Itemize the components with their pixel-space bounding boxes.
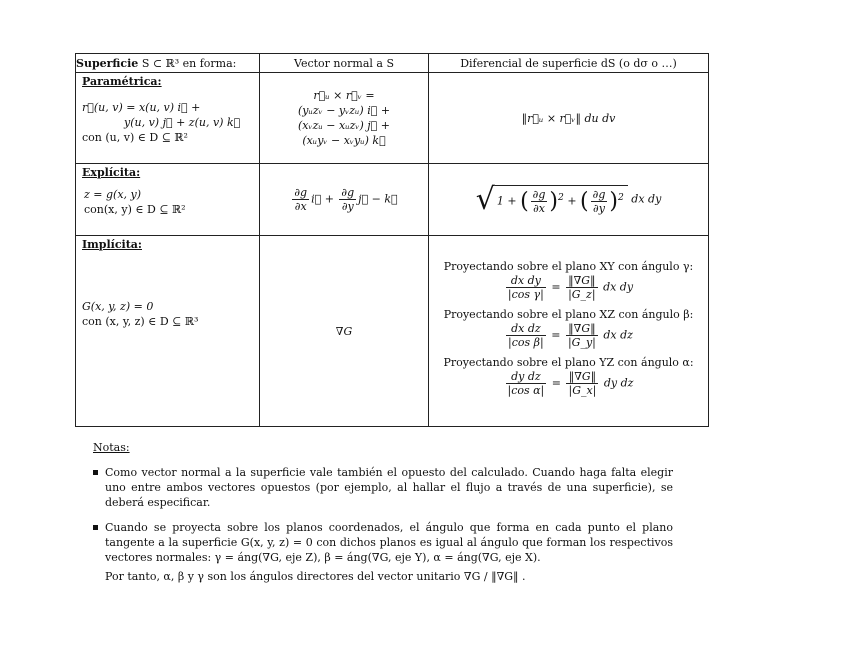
gradient-normal: ∇G — [335, 324, 353, 338]
sqrt-sign: √ — [475, 182, 495, 217]
explicita-definition — [76, 164, 260, 236]
param-normal-line-4: (xᵤyᵥ − xᵥyᵤ) k⃗ — [302, 134, 386, 147]
frac-dg-dx: $\frac{\partial g}{\partial x}$ — [294, 186, 308, 213]
param-differential-text: ‖r⃗ᵤ × r⃗ᵥ‖ du dv — [521, 111, 616, 125]
implicita-differential — [429, 236, 709, 427]
note-item: Como vector normal a la superficie vale también el opuesto del calculado. Cuando haga falta elegir uno entre ambos vectores opuestos (por ejemplo, al hallar el flujo a través de una superficie), se deberá especificar. — [93, 465, 673, 510]
param-eq-2: y(u, v) j⃗ + z(u, v) k⃗ — [124, 116, 241, 129]
projection-item — [429, 307, 708, 349]
explicita-differential: √ 1 + ( $\frac{\partial g}{\partial x}$ )$^2$ + ( $\frac{\partial g}{\partial y}$ )$^2$ dx dy — [429, 164, 709, 236]
implicit-eq: G(x, y, z) = 0 — [82, 300, 154, 313]
parametrica-definition — [76, 73, 260, 164]
projection-item — [429, 259, 708, 301]
implicita-definition — [76, 236, 260, 427]
parametrica-differential — [429, 73, 709, 164]
row-label-explicita: Explícita: — [82, 166, 141, 179]
explicit-eq: z = g(x, y) — [84, 188, 142, 201]
row-explicita — [76, 164, 709, 236]
implicita-normal — [260, 236, 429, 427]
header-col-normal: Vector normal a S — [260, 54, 429, 73]
surface-table — [75, 53, 709, 427]
table-header-row — [76, 54, 709, 73]
projection-formula: $\frac{\text{dx dz}}{\text{|cos β|}}$ = $\frac{‖\nabla G‖}{|G\_y|}$ dx dz — [508, 322, 633, 349]
notes-section — [93, 440, 673, 584]
notes-conclusion: Por tanto, α, β y γ son los ángulos directores del vector unitario ∇G / ‖∇G‖ . — [105, 570, 526, 583]
implicit-domain: con (x, y, z) ∈ D ⊆ ℝ³ — [82, 315, 199, 328]
explicit-domain: con(x, y) ∈ D ⊆ ℝ² — [84, 203, 186, 216]
header-col-surface: Superficie S ⊂ ℝ³ en forma: — [76, 54, 260, 73]
param-normal-line-1: r⃗ᵤ × r⃗ᵥ = — [313, 89, 375, 102]
notes-title: Notas: — [93, 441, 130, 454]
row-label-implicita: Implícita: — [82, 238, 142, 251]
param-domain: con (u, v) ∈ D ⊆ ℝ² — [82, 131, 188, 144]
note-item: Cuando se proyecta sobre los planos coordenados, el ángulo que forma en cada punto el plano tangente a la superficie G(x, y, z) = 0 con dichos planos es igual al ángulo que forman los respectivos vectores normales: γ = áng(∇G, eje Z), β = áng(∇G, eje Y), α = áng(∇G, eje X). — [93, 520, 673, 565]
projection-title: Proyectando sobre el plano YZ con ángulo α: — [443, 356, 694, 369]
parametrica-normal — [260, 73, 429, 164]
header-col-differential: Diferencial de superficie dS (o dσ o …) — [429, 54, 709, 73]
projection-list — [429, 259, 708, 397]
frac-dg-dy: $\frac{\partial g}{\partial y}$ — [341, 186, 355, 213]
row-parametrica — [76, 73, 709, 164]
projection-formula: $\frac{\text{dx dy}}{\text{|cos γ|}}$ = $\frac{‖\nabla G‖}{|G\_z|}$ dx dy — [507, 274, 634, 301]
row-label-parametrica: Paramétrica: — [82, 75, 162, 88]
explicita-normal: $\frac{\partial g}{\partial x}$ i⃗ + $\frac{\partial g}{\partial y}$ j⃗ − k⃗ — [260, 164, 429, 236]
projection-item — [429, 355, 708, 397]
param-eq-1: r⃗(u, v) = x(u, v) i⃗ + — [82, 101, 201, 114]
param-normal-line-3: (xᵥzᵤ − xᵤzᵥ) j⃗ + — [298, 119, 390, 132]
projection-title: Proyectando sobre el plano XY con ángulo γ: — [443, 260, 694, 273]
param-normal-line-2: (yᵤzᵥ − yᵥzᵤ) i⃗ + — [297, 104, 391, 117]
projection-formula: $\frac{\text{dy dz}}{\text{|cos α|}}$ = $\frac{‖\nabla G‖}{|G\_x|}$ dy dz — [507, 370, 634, 397]
row-implicita — [76, 236, 709, 427]
bullet-icon — [93, 525, 98, 530]
projection-title: Proyectando sobre el plano XZ con ángulo β: — [443, 308, 694, 321]
bullet-icon — [93, 470, 98, 475]
